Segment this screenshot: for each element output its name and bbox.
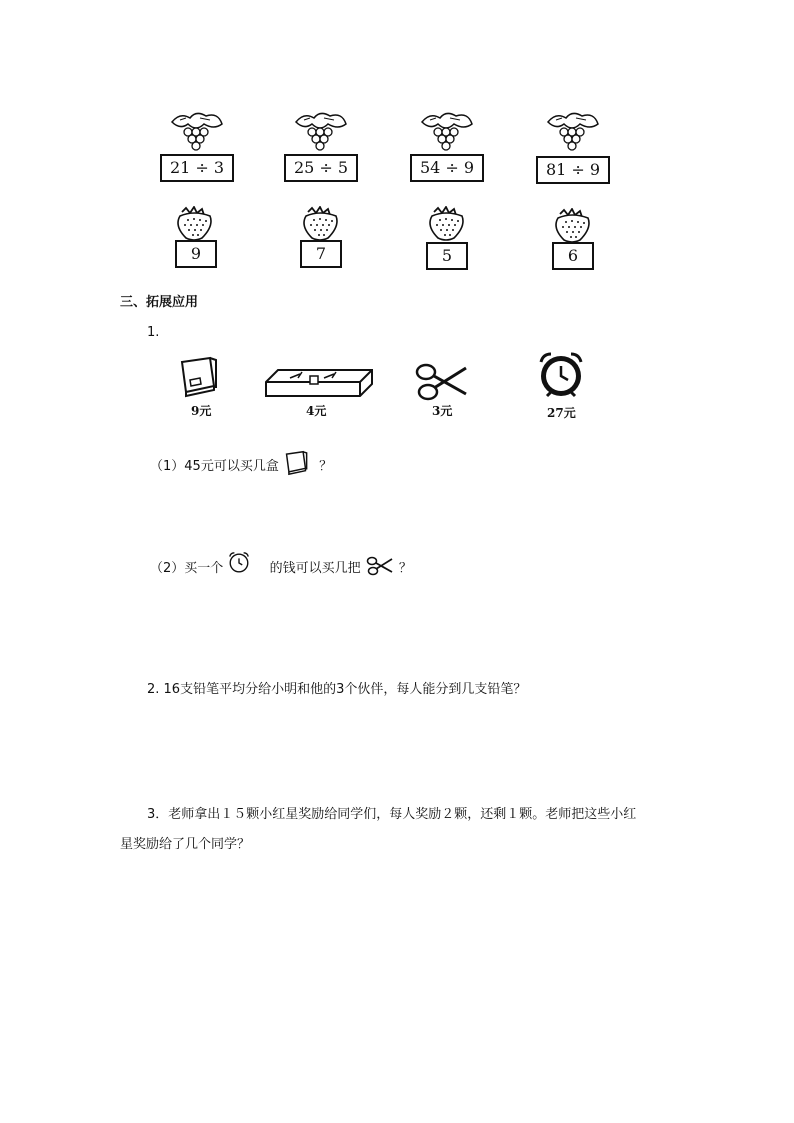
grape-icon [416,110,476,154]
sub-question-2-mid: 的钱可以买几把 [269,561,361,576]
book-icon [283,450,309,476]
pencil-case-price: 4元 [306,404,327,418]
strawberry-icon [550,208,594,244]
division-expression: 25 ÷ 5 [284,154,358,182]
scissors-icon [414,360,470,404]
strawberry-icon [424,206,468,242]
scissors-price: 3元 [432,404,453,418]
sub-question-2-text: （2）买一个 [150,561,224,576]
book-icon [176,356,220,398]
pencil-case-icon [264,366,376,402]
question-mark: ？ [398,561,412,576]
question-mark: ？ [319,459,333,474]
answer-box: 5 [426,242,468,270]
question-3-line-1: 3．老师拿出１５颗小红星奖励给同学们，每人奖励２颗，还剩１颗。老师把这些小红 [147,807,637,822]
grape-icon [166,110,226,154]
section-title: 三、拓展应用 [120,295,199,310]
clock-price: 27元 [547,406,576,420]
question-3-line-2: 星奖励给了几个同学？ [120,837,251,852]
strawberry-icon [298,206,342,242]
division-expression: 81 ÷ 9 [536,156,610,184]
scissors-icon [365,555,395,577]
division-expression: 54 ÷ 9 [410,154,484,182]
sub-question-2 [150,550,412,577]
alarm-clock-icon [227,550,251,576]
question-1-number: 1. [147,325,160,340]
question-2: 2. 16支铅笔平均分给小明和他的3个伙伴，每人能分到几支铅笔？ [147,682,527,697]
answer-box: 6 [552,242,594,270]
answer-box: 7 [300,240,342,268]
division-expression: 21 ÷ 3 [160,154,234,182]
answer-box: 9 [175,240,217,268]
grape-icon [542,110,602,154]
sub-question-1-text: （1）45元可以买几盒 [150,459,279,474]
grape-icon [290,110,350,154]
strawberry-icon [172,206,216,242]
sub-question-1 [150,450,332,476]
book-price: 9元 [191,404,212,418]
alarm-clock-icon [535,350,587,402]
